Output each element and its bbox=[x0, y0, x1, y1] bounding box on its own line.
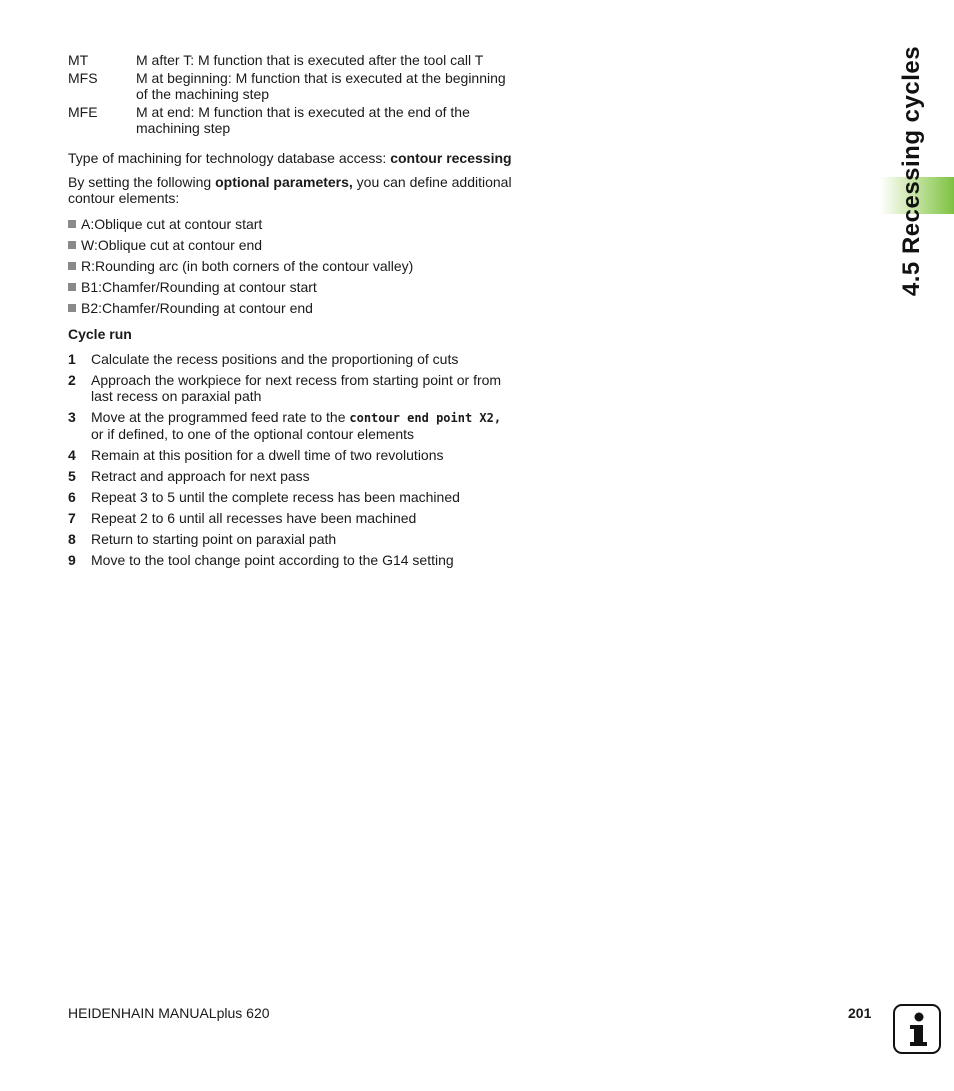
step-text: Repeat 2 to 6 until all recesses have been machined bbox=[91, 510, 417, 526]
step-item bbox=[68, 552, 513, 568]
list-item bbox=[68, 258, 513, 274]
optional-params-paragraph bbox=[68, 174, 513, 206]
definition-row bbox=[68, 70, 513, 102]
optional-prefix: By setting the following bbox=[68, 174, 216, 190]
step-number: 4 bbox=[68, 447, 76, 463]
step-code: contour end point X2, bbox=[349, 411, 502, 425]
step-number: 8 bbox=[68, 531, 76, 547]
list-item bbox=[68, 300, 513, 316]
square-bullet-icon bbox=[68, 304, 76, 312]
list-item-text: R:Rounding arc (in both corners of the contour valley) bbox=[81, 258, 414, 274]
step-text: Calculate the recess positions and the proportioning of cuts bbox=[91, 351, 459, 367]
chapter-side-title bbox=[886, 40, 938, 302]
definition-term: MT bbox=[68, 52, 89, 68]
definition-row bbox=[68, 52, 513, 68]
page-number: 201 bbox=[848, 1005, 872, 1021]
step-text: Retract and approach for next pass bbox=[91, 468, 310, 484]
step-item bbox=[68, 409, 513, 442]
step-text: Approach the workpiece for next recess from starting point or from last recess on paraxial path bbox=[91, 372, 502, 404]
step-text: Return to starting point on paraxial path bbox=[91, 531, 337, 547]
list-item-text: B1:Chamfer/Rounding at contour start bbox=[81, 279, 317, 295]
step-text-pre: Move at the programmed feed rate to the bbox=[91, 409, 350, 425]
list-item bbox=[68, 279, 513, 295]
definition-row bbox=[68, 104, 513, 136]
definition-desc: M at beginning: M function that is executed at the beginning of the machining step bbox=[136, 70, 506, 102]
step-text: Repeat 3 to 5 until the complete recess has been machined bbox=[91, 489, 460, 505]
definition-desc: M after T: M function that is executed after the tool call T bbox=[136, 52, 484, 68]
list-item-text: B2:Chamfer/Rounding at contour end bbox=[81, 300, 313, 316]
step-number: 7 bbox=[68, 510, 76, 526]
info-icon bbox=[893, 1004, 941, 1054]
list-item-text: A:Oblique cut at contour start bbox=[81, 216, 263, 232]
parameter-definitions bbox=[68, 52, 513, 136]
machining-type-value: contour recessing bbox=[390, 150, 512, 166]
cycle-run-heading: Cycle run bbox=[68, 326, 132, 342]
optional-bold: optional parameters, bbox=[215, 174, 353, 190]
step-item bbox=[68, 510, 513, 526]
list-item bbox=[68, 237, 513, 253]
page-content bbox=[68, 52, 513, 573]
definition-term: MFE bbox=[68, 104, 98, 120]
step-text: Move to the tool change point according to the G14 setting bbox=[91, 552, 454, 568]
step-text: Remain at this position for a dwell time of two revolutions bbox=[91, 447, 444, 463]
step-text bbox=[91, 409, 513, 442]
square-bullet-icon bbox=[68, 220, 76, 228]
optional-parameter-list bbox=[68, 216, 513, 316]
step-item bbox=[68, 372, 513, 404]
step-item bbox=[68, 351, 513, 367]
machining-type-paragraph bbox=[68, 150, 513, 166]
step-number: 5 bbox=[68, 468, 76, 484]
chapter-title-text: 4.5 Recessing cycles bbox=[898, 45, 926, 297]
list-item bbox=[68, 216, 513, 232]
step-number: 3 bbox=[68, 409, 76, 425]
step-number: 9 bbox=[68, 552, 76, 568]
cycle-run-steps bbox=[68, 351, 513, 568]
step-number: 6 bbox=[68, 489, 76, 505]
step-item bbox=[68, 468, 513, 484]
step-item bbox=[68, 447, 513, 463]
footer-manual-name: HEIDENHAIN MANUALplus 620 bbox=[68, 1005, 270, 1021]
step-text-post: or if defined, to one of the optional contour elements bbox=[91, 426, 414, 442]
step-number: 2 bbox=[68, 372, 76, 388]
definition-term: MFS bbox=[68, 70, 98, 86]
square-bullet-icon bbox=[68, 283, 76, 291]
step-item bbox=[68, 489, 513, 505]
square-bullet-icon bbox=[68, 241, 76, 249]
step-item bbox=[68, 531, 513, 547]
list-item-text: W:Oblique cut at contour end bbox=[81, 237, 263, 253]
square-bullet-icon bbox=[68, 262, 76, 270]
step-number: 1 bbox=[68, 351, 76, 367]
optional-suffix: you can define additional contour elements: bbox=[68, 174, 512, 206]
machining-type-prefix: Type of machining for technology database access: bbox=[68, 150, 391, 166]
definition-desc: M at end: M function that is executed at the end of the machining step bbox=[136, 104, 470, 136]
